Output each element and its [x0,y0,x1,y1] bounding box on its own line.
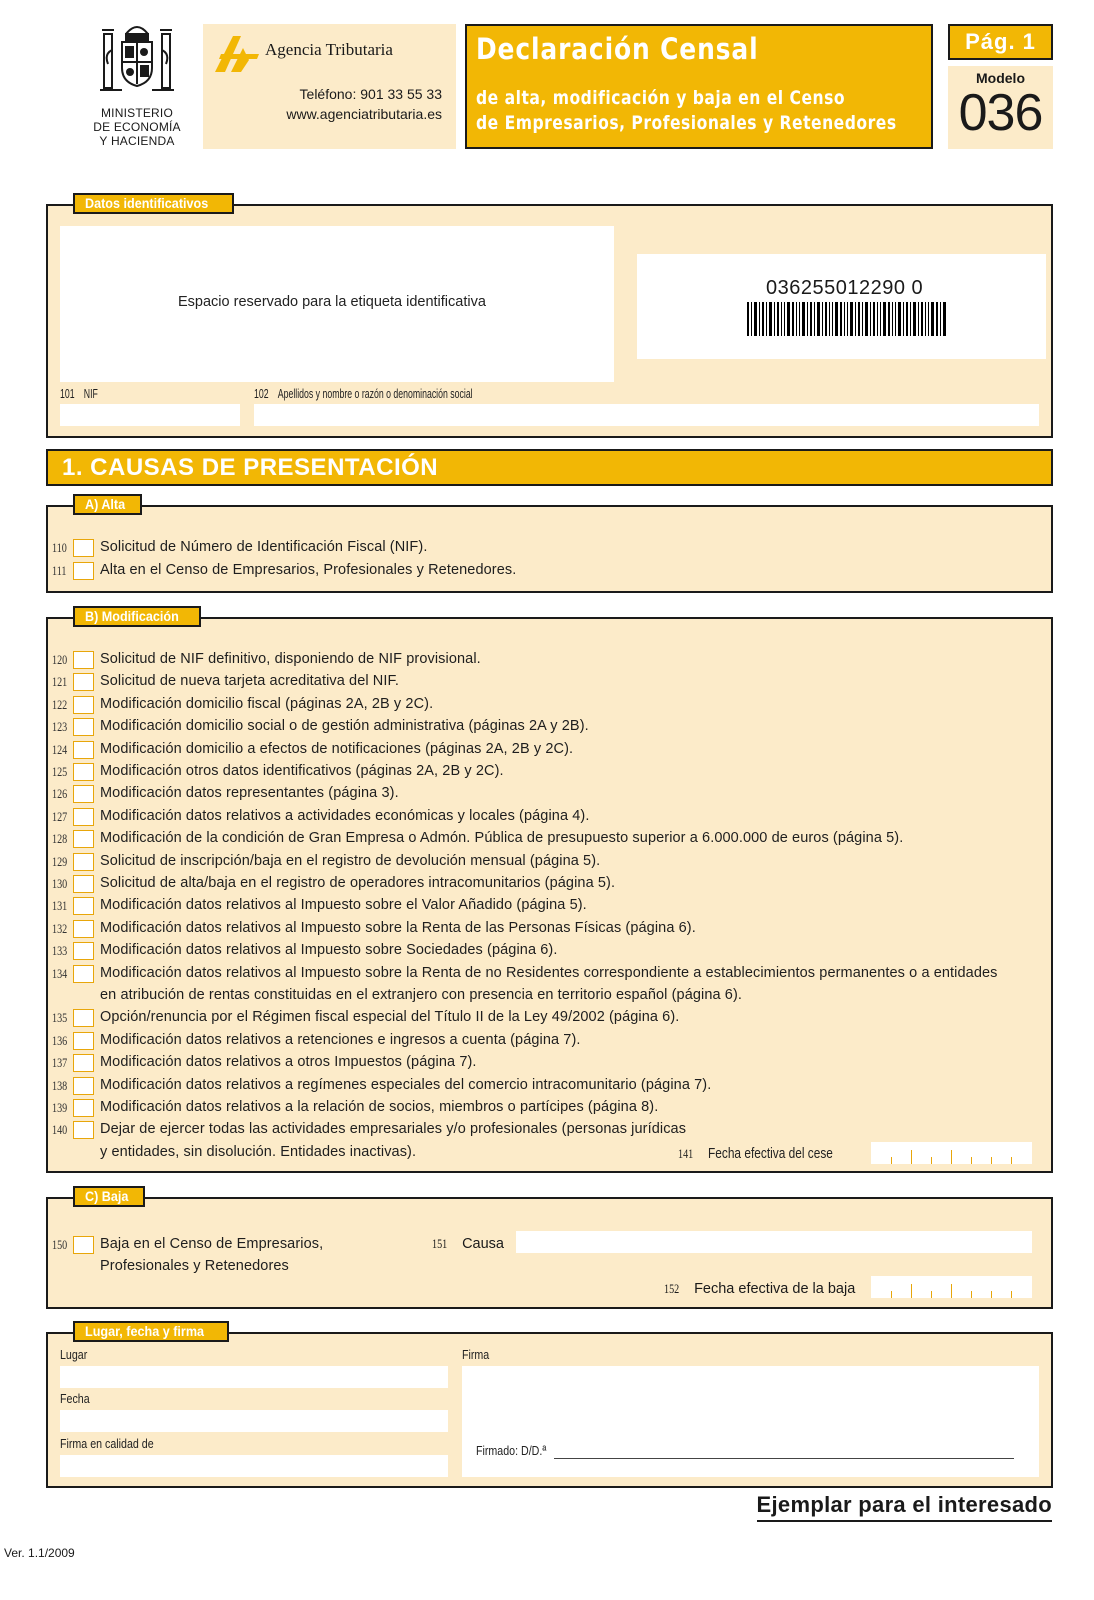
item-text: Modificación datos relativos al Impuesto sobre la Renta de las Personas Físicas (página 6). [100,919,696,936]
item-text: en atribución de rentas constituidas en el extranjero con presencia en territorio español (página 6). [100,986,743,1003]
item-text: Modificación datos relativos a la relación de socios, miembros o partícipes (página 8). [100,1099,659,1115]
agency-phone: Teléfono: 901 33 55 33 [299,86,442,102]
checkbox-130[interactable] [73,875,94,893]
item-text: Modificación datos relativos al Impuesto sobre Sociedades (página 6). [100,942,558,959]
lugar-input[interactable] [60,1366,448,1388]
barcode-area [637,254,1046,359]
checkbox-131[interactable] [73,897,94,915]
model-label: Modelo [976,70,1025,86]
cese-date-input[interactable] [871,1142,1032,1164]
checkbox-133[interactable] [73,942,94,960]
modificacion-tab: B) Modificación [73,606,201,627]
calidad-label: Firma en calidad de [60,1436,154,1451]
checkbox-140[interactable] [73,1121,94,1139]
model-number: 036 [958,84,1043,142]
firma-tab: Lugar, fecha y firma [73,1321,229,1342]
field-151-label: 151 Causa [432,1236,504,1252]
item-text: Solicitud de NIF definitivo, disponiendo de NIF provisional. [100,651,481,667]
field-141-label: 141 Fecha efectiva del cese [678,1146,833,1162]
checkbox-125[interactable] [73,763,94,781]
item-number: 120 [52,652,68,667]
model-box [948,66,1053,149]
name-input[interactable] [254,404,1039,426]
checkbox-111[interactable] [73,562,94,580]
item-text: Alta en el Censo de Empresarios, Profesionales y Retenedores. [100,562,517,578]
item-number: 122 [52,696,68,712]
item-number: 111 [52,563,67,578]
checkbox-137[interactable] [73,1054,94,1072]
version-label: Ver. 1.1/2009 [4,1546,75,1560]
item-number: 126 [52,786,68,802]
section-1-title: 1. CAUSAS DE PRESENTACIÓN [46,449,1053,486]
item-number: 131 [52,898,68,914]
causa-input[interactable] [516,1231,1032,1253]
form-subtitle-line: de alta, modificación y baja en el Censo [476,87,846,109]
item-text: Opción/renuncia por el Régimen fiscal especial del Título II de la Ley 49/2002 (página 6). [100,1009,680,1026]
item-number: 130 [52,876,68,891]
calidad-input[interactable] [60,1455,448,1477]
coat-of-arms-icon [98,20,176,102]
fecha-input[interactable] [60,1410,448,1432]
checkbox-128[interactable] [73,830,94,848]
item-text: Modificación datos representantes (página 3). [100,785,399,802]
checkbox-134[interactable] [73,965,94,983]
label-reserved-area [60,226,614,382]
item-number: 125 [52,764,68,779]
item-number: 132 [52,920,68,936]
item-text: Modificación datos relativos a regímenes especiales del comercio intracomunitario (página 7). [100,1076,712,1093]
item-number: 150 [52,1237,68,1252]
form-title-box [465,24,933,149]
item-text: Profesionales y Retenedores [100,1258,289,1274]
item-text: Modificación datos relativos al Impuesto sobre el Valor Añadido (página 5). [100,897,587,914]
item-text: Modificación domicilio fiscal (páginas 2A, 2B y 2C). [100,695,434,712]
item-number: 127 [52,808,68,824]
item-number: 140 [52,1122,68,1138]
checkbox-129[interactable] [73,853,94,871]
item-text: Solicitud de inscripción/baja en el registro de devolución mensual (página 5). [100,852,601,869]
field-152-label: 152 Fecha efectiva de la baja [664,1281,856,1297]
copy-label: Ejemplar para el interesado [757,1492,1052,1522]
checkbox-126[interactable] [73,785,94,803]
item-text: Dejar de ejercer todas las actividades empresariales y/o profesionales (personas jurídicas [100,1121,687,1138]
signature-line [554,1458,1014,1459]
baja-date-input[interactable] [871,1276,1032,1298]
barcode-number: 036255012290 0 [766,277,924,299]
field-101-label: 101 NIF [60,386,98,401]
checkbox-132[interactable] [73,920,94,938]
reserved-label: Espacio reservado para la etiqueta identificativa [178,294,486,310]
item-text: Solicitud de nueva tarjeta acreditativa del NIF. [100,673,399,690]
lugar-label: Lugar [60,1347,88,1362]
item-number: 123 [52,719,68,735]
fecha-label: Fecha [60,1391,90,1406]
ministry-name-line: Y HACIENDA [99,134,175,148]
item-number: 133 [52,943,68,959]
ministry-logo [84,20,190,152]
checkbox-127[interactable] [73,808,94,826]
baja-tab: C) Baja [73,1186,145,1207]
item-number: 137 [52,1055,68,1071]
agency-box [203,24,456,149]
firma-label: Firma [462,1347,490,1362]
agency-logo-icon [211,32,263,76]
item-text: Modificación de la condición de Gran Empresa o Admón. Pública de presupuesto superior a 6.000.000 de euros (página 5). [100,830,904,847]
item-number: 129 [52,853,68,869]
form-title: Declaración Censal [476,32,759,66]
field-102-label: 102 Apellidos y nombre o razón o denominación social [254,386,473,401]
barcode-icon [747,302,947,336]
item-text: Solicitud de alta/baja en el registro de operadores intracomunitarios (página 5). [100,875,616,891]
item-number: 139 [52,1100,68,1115]
identification-tab: Datos identificativos [73,193,234,214]
item-number: 124 [52,741,68,757]
page-label: Pág. 1 [948,24,1053,60]
checkbox-135[interactable] [73,1009,94,1027]
item-text: Baja en el Censo de Empresarios, [100,1236,324,1252]
firmado-label: Firmado: D/D.ª [476,1443,547,1458]
checkbox-122[interactable] [73,696,94,714]
checkbox-120[interactable] [73,651,94,669]
item-text: Modificación datos relativos al Impuesto sobre la Renta de no Residentes correspondiente a establecimientos permanentes o a entidades [100,964,998,981]
item-text: Modificación domicilio social o de gestión administrativa (páginas 2A y 2B). [100,718,589,735]
item-number: 121 [52,674,68,690]
checkbox-123[interactable] [73,718,94,736]
nif-input[interactable] [60,404,240,426]
item-number: 136 [52,1032,68,1048]
item-text: Modificación datos relativos a actividades económicas y locales (página 4). [100,807,590,824]
ministry-name-line: DE ECONOMÍA [93,120,181,134]
checkbox-110[interactable] [73,539,94,557]
item-text: Modificación domicilio a efectos de notificaciones (páginas 2A, 2B y 2C). [100,740,574,757]
item-number: 134 [52,965,68,981]
item-number: 110 [52,540,67,555]
item-text: Modificación otros datos identificativos (páginas 2A, 2B y 2C). [100,763,504,779]
item-number: 138 [52,1077,68,1093]
agency-name: Agencia Tributaria [265,40,393,59]
item-text: Modificación datos relativos a retenciones e ingresos a cuenta (página 7). [100,1031,581,1048]
checkbox-139[interactable] [73,1099,94,1117]
checkbox-121[interactable] [73,673,94,691]
item-text: Modificación datos relativos a otros Impuestos (página 7). [100,1054,477,1071]
checkbox-138[interactable] [73,1077,94,1095]
item-number: 128 [52,831,68,847]
item-text: y entidades, sin disolución. Entidades inactivas). [100,1143,417,1160]
checkbox-124[interactable] [73,741,94,759]
agency-web[interactable]: www.agenciatributaria.es [286,106,442,122]
checkbox-150[interactable] [73,1236,94,1254]
form-subtitle-line: de Empresarios, Profesionales y Retenedores [476,112,897,134]
signature-area[interactable] [462,1366,1039,1477]
ministry-name-line: MINISTERIO [100,106,173,120]
item-text: Solicitud de Número de Identificación Fiscal (NIF). [100,539,428,555]
alta-tab: A) Alta [73,494,142,515]
checkbox-136[interactable] [73,1032,94,1050]
item-number: 135 [52,1010,68,1026]
